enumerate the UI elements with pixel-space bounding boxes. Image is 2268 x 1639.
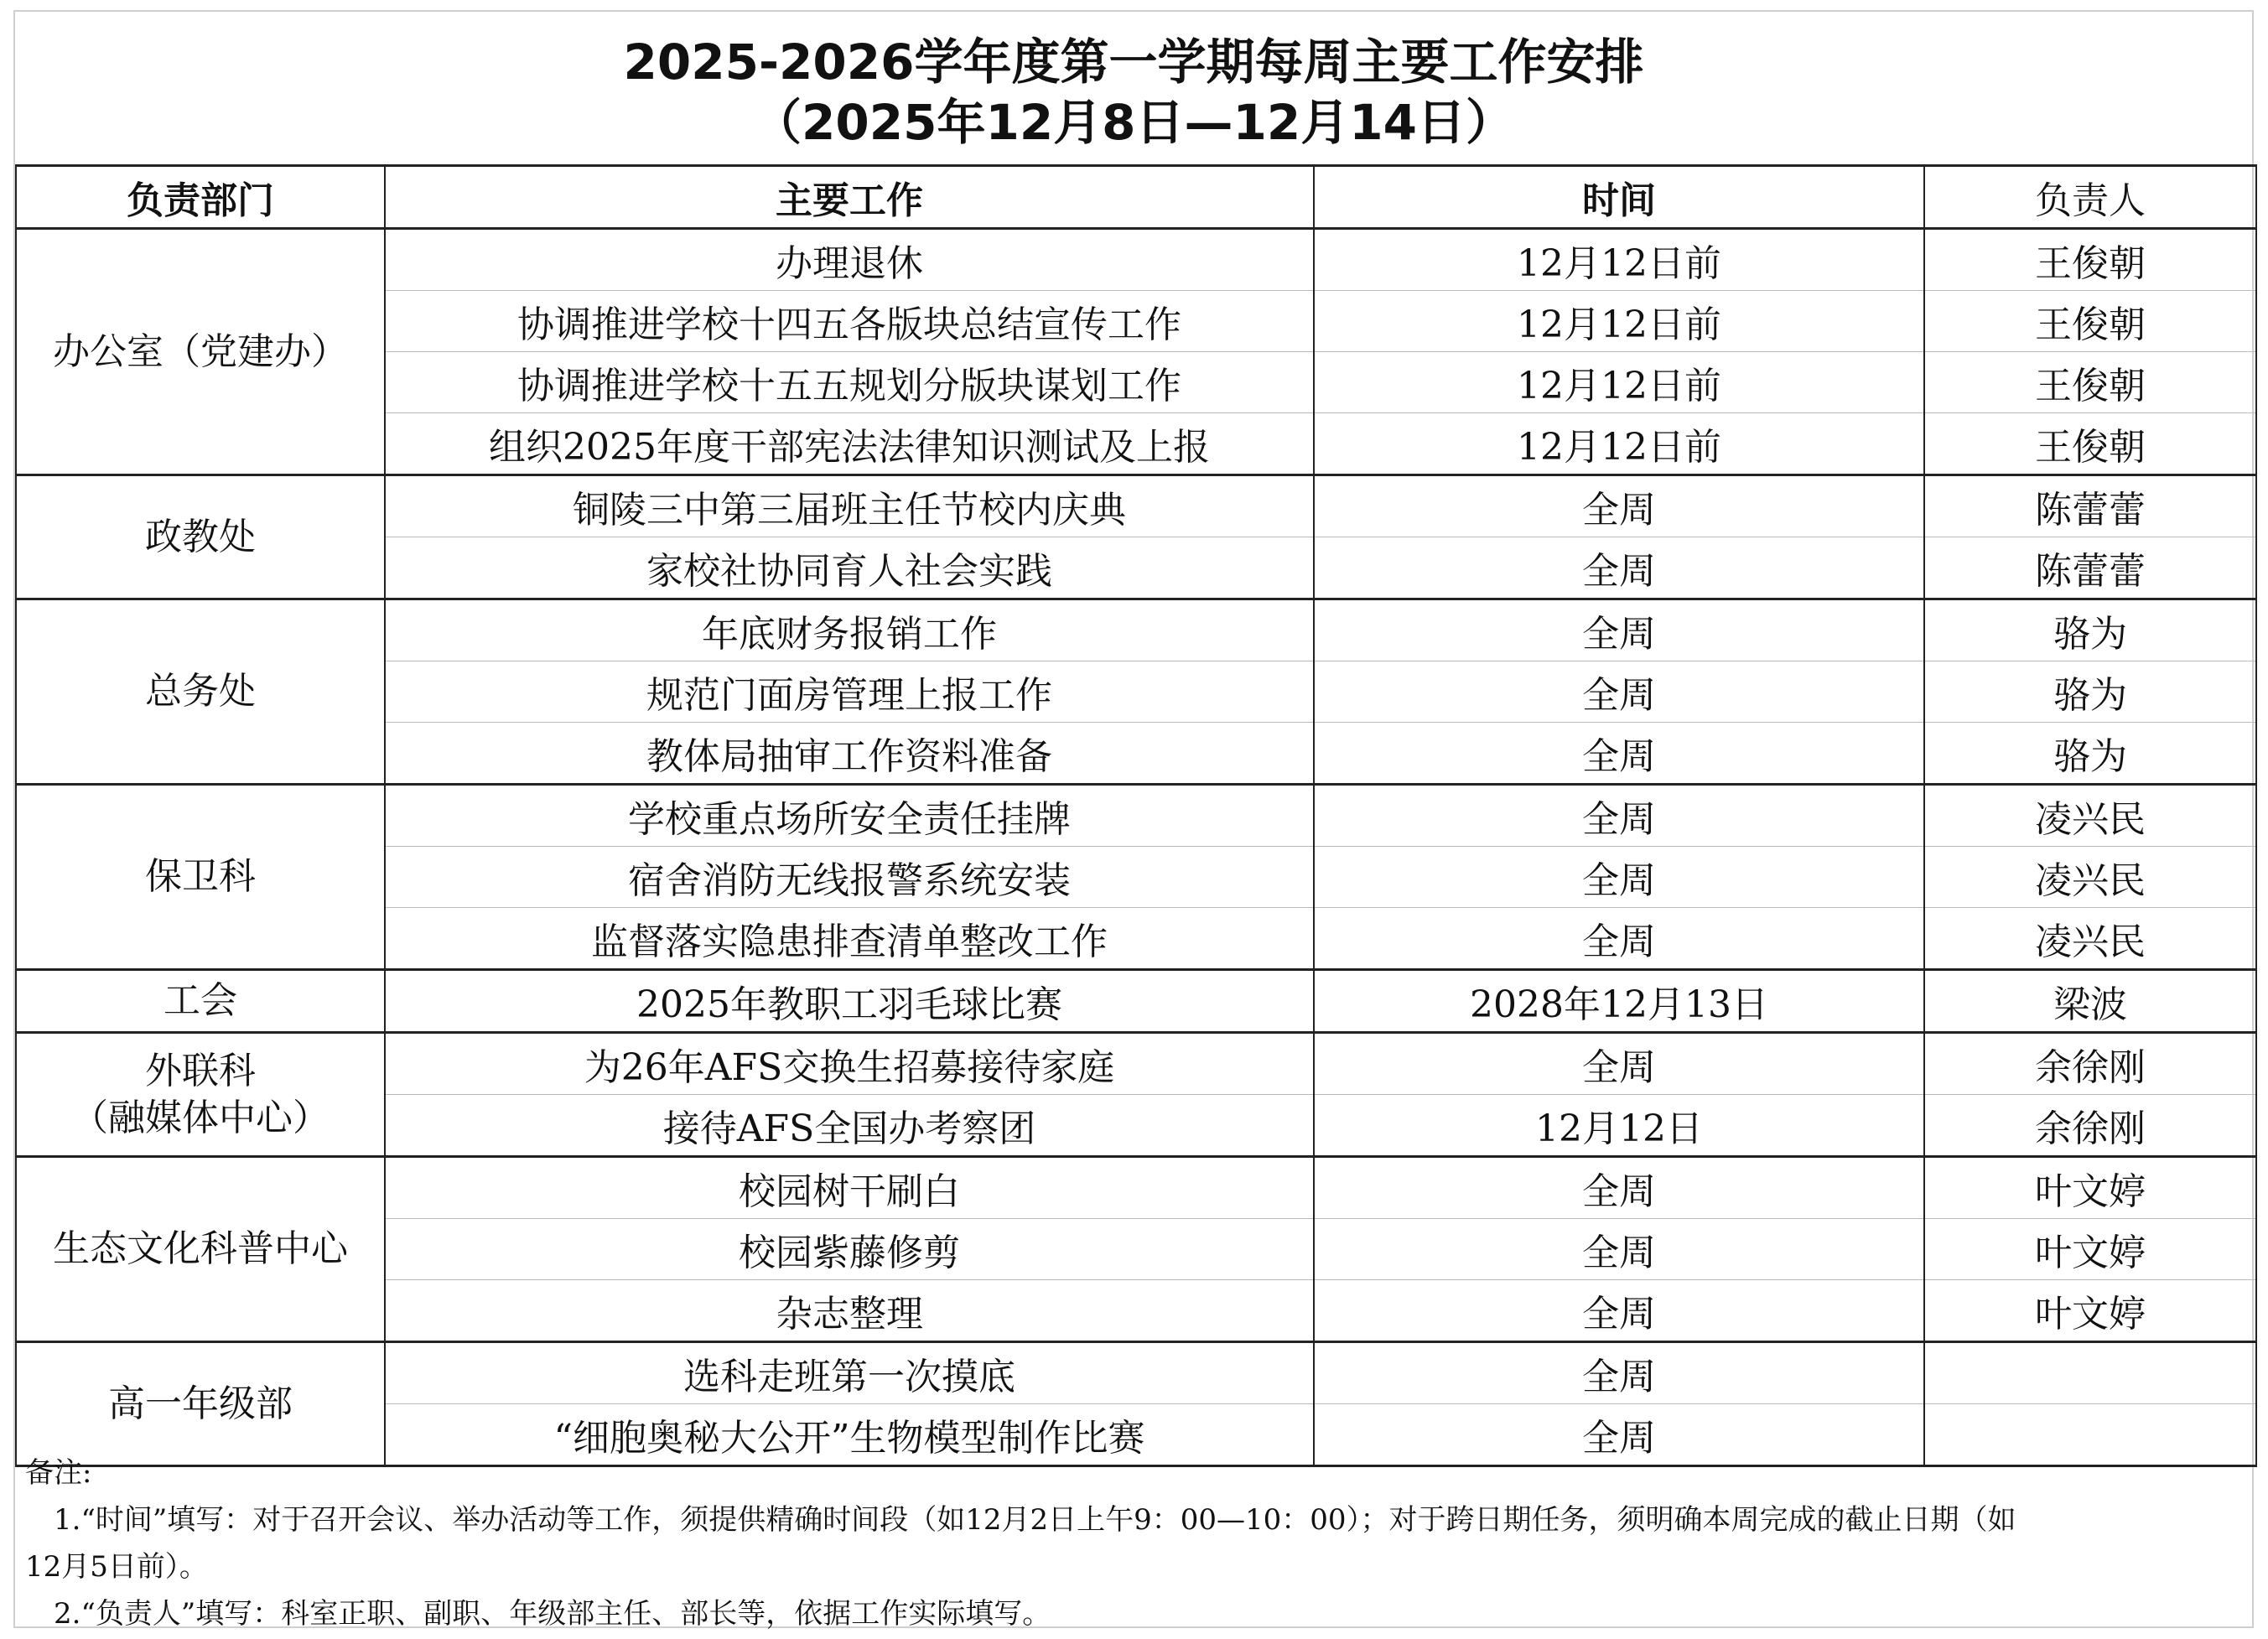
person-cell: 梁波 bbox=[1924, 970, 2256, 1033]
time-cell: 全周 bbox=[1314, 1280, 1924, 1342]
table-row bbox=[16, 475, 2256, 537]
person-cell bbox=[1924, 1342, 2256, 1404]
dept-cell: 保卫科 bbox=[16, 785, 385, 970]
title-line-2: （2025年12月8日—12月14日） bbox=[753, 94, 1514, 151]
work-cell: 办理退休 bbox=[385, 229, 1314, 291]
table-row bbox=[16, 970, 2256, 1033]
person-cell: 骆为 bbox=[1924, 723, 2256, 785]
work-cell: 杂志整理 bbox=[385, 1280, 1314, 1342]
table-body bbox=[16, 229, 2256, 1466]
person-cell: 王俊朝 bbox=[1924, 352, 2256, 413]
page-title bbox=[15, 12, 2252, 164]
notes-heading: 备注: bbox=[25, 1456, 92, 1490]
work-cell: 协调推进学校十五五规划分版块谋划工作 bbox=[385, 352, 1314, 413]
person-cell: 叶文婷 bbox=[1924, 1219, 2256, 1280]
time-cell: 全周 bbox=[1314, 599, 1924, 661]
title-line-1: 2025-2026学年度第一学期每周主要工作安排 bbox=[623, 34, 1644, 91]
work-cell: 年底财务报销工作 bbox=[385, 599, 1314, 661]
time-cell: 12月12日 bbox=[1314, 1095, 1924, 1157]
table-row bbox=[16, 229, 2256, 291]
header-dept: 负责部门 bbox=[16, 166, 385, 229]
work-cell: 宿舍消防无线报警系统安装 bbox=[385, 847, 1314, 908]
work-cell: 监督落实隐患排查清单整改工作 bbox=[385, 908, 1314, 970]
dept-cell: 政教处 bbox=[16, 475, 385, 599]
table-row bbox=[16, 1157, 2256, 1219]
person-cell: 骆为 bbox=[1924, 599, 2256, 661]
time-cell: 全周 bbox=[1314, 661, 1924, 723]
person-cell: 凌兴民 bbox=[1924, 908, 2256, 970]
time-cell: 12月12日前 bbox=[1314, 352, 1924, 413]
header-person: 负责人 bbox=[1924, 166, 2256, 229]
time-cell: 全周 bbox=[1314, 1342, 1924, 1404]
time-cell: 2028年12月13日 bbox=[1314, 970, 1924, 1033]
work-cell: 校园树干刷白 bbox=[385, 1157, 1314, 1219]
work-cell: 2025年教职工羽毛球比赛 bbox=[385, 970, 1314, 1033]
person-cell: 叶文婷 bbox=[1924, 1157, 2256, 1219]
work-cell: 组织2025年度干部宪法法律知识测试及上报 bbox=[385, 413, 1314, 475]
dept-cell: 外联科 （融媒体中心） bbox=[16, 1033, 385, 1157]
time-cell: 全周 bbox=[1314, 537, 1924, 599]
time-cell: 全周 bbox=[1314, 1404, 1924, 1466]
table-header-row bbox=[16, 166, 2256, 229]
time-cell: 12月12日前 bbox=[1314, 229, 1924, 291]
work-cell: “细胞奥秘大公开”生物模型制作比赛 bbox=[385, 1404, 1314, 1466]
dept-cell: 办公室（党建办） bbox=[16, 229, 385, 475]
time-cell: 12月12日前 bbox=[1314, 291, 1924, 352]
person-cell: 王俊朝 bbox=[1924, 229, 2256, 291]
header-time: 时间 bbox=[1314, 166, 1924, 229]
person-cell: 凌兴民 bbox=[1924, 785, 2256, 847]
work-cell: 家校社协同育人社会实践 bbox=[385, 537, 1314, 599]
table-row bbox=[16, 1342, 2256, 1404]
note-item-1: 1.“时间”填写：对于召开会议、举办活动等工作，须提供精确时间段（如12月2日上午9：00—10：00）；对于跨日期任务，须明确本周完成的截止日期（如 bbox=[54, 1503, 2016, 1537]
person-cell: 陈蕾蕾 bbox=[1924, 537, 2256, 599]
header-work: 主要工作 bbox=[385, 166, 1314, 229]
person-cell: 王俊朝 bbox=[1924, 291, 2256, 352]
time-cell: 全周 bbox=[1314, 1033, 1924, 1095]
time-cell: 全周 bbox=[1314, 1157, 1924, 1219]
time-cell: 全周 bbox=[1314, 475, 1924, 537]
time-cell: 全周 bbox=[1314, 847, 1924, 908]
person-cell: 陈蕾蕾 bbox=[1924, 475, 2256, 537]
time-cell: 全周 bbox=[1314, 785, 1924, 847]
notes-section bbox=[25, 1450, 2247, 1637]
work-cell: 铜陵三中第三届班主任节校内庆典 bbox=[385, 475, 1314, 537]
time-cell: 全周 bbox=[1314, 908, 1924, 970]
work-cell: 校园紫藤修剪 bbox=[385, 1219, 1314, 1280]
dept-cell: 生态文化科普中心 bbox=[16, 1157, 385, 1342]
table-row bbox=[16, 785, 2256, 847]
time-cell: 全周 bbox=[1314, 723, 1924, 785]
work-cell: 接待AFS全国办考察团 bbox=[385, 1095, 1314, 1157]
work-cell: 协调推进学校十四五各版块总结宣传工作 bbox=[385, 291, 1314, 352]
schedule-table bbox=[15, 164, 2257, 1467]
table-row bbox=[16, 1033, 2256, 1095]
dept-cell: 工会 bbox=[16, 970, 385, 1033]
work-cell: 选科走班第一次摸底 bbox=[385, 1342, 1314, 1404]
time-cell: 全周 bbox=[1314, 1219, 1924, 1280]
table-row bbox=[16, 599, 2256, 661]
person-cell: 余徐刚 bbox=[1924, 1095, 2256, 1157]
note-item-1-continued: 12月5日前）。 bbox=[25, 1550, 208, 1584]
schedule-sheet bbox=[13, 10, 2254, 1631]
note-item-2: 2.“负责人”填写：科室正职、副职、年级部主任、部长等，依据工作实际填写。 bbox=[54, 1597, 1051, 1631]
time-cell: 12月12日前 bbox=[1314, 413, 1924, 475]
person-cell: 骆为 bbox=[1924, 661, 2256, 723]
work-cell: 为26年AFS交换生招募接待家庭 bbox=[385, 1033, 1314, 1095]
person-cell: 凌兴民 bbox=[1924, 847, 2256, 908]
dept-cell: 总务处 bbox=[16, 599, 385, 785]
work-cell: 规范门面房管理上报工作 bbox=[385, 661, 1314, 723]
work-cell: 教体局抽审工作资料准备 bbox=[385, 723, 1314, 785]
person-cell: 余徐刚 bbox=[1924, 1033, 2256, 1095]
person-cell: 叶文婷 bbox=[1924, 1280, 2256, 1342]
work-cell: 学校重点场所安全责任挂牌 bbox=[385, 785, 1314, 847]
person-cell: 王俊朝 bbox=[1924, 413, 2256, 475]
dept-cell: 高一年级部 bbox=[16, 1342, 385, 1466]
